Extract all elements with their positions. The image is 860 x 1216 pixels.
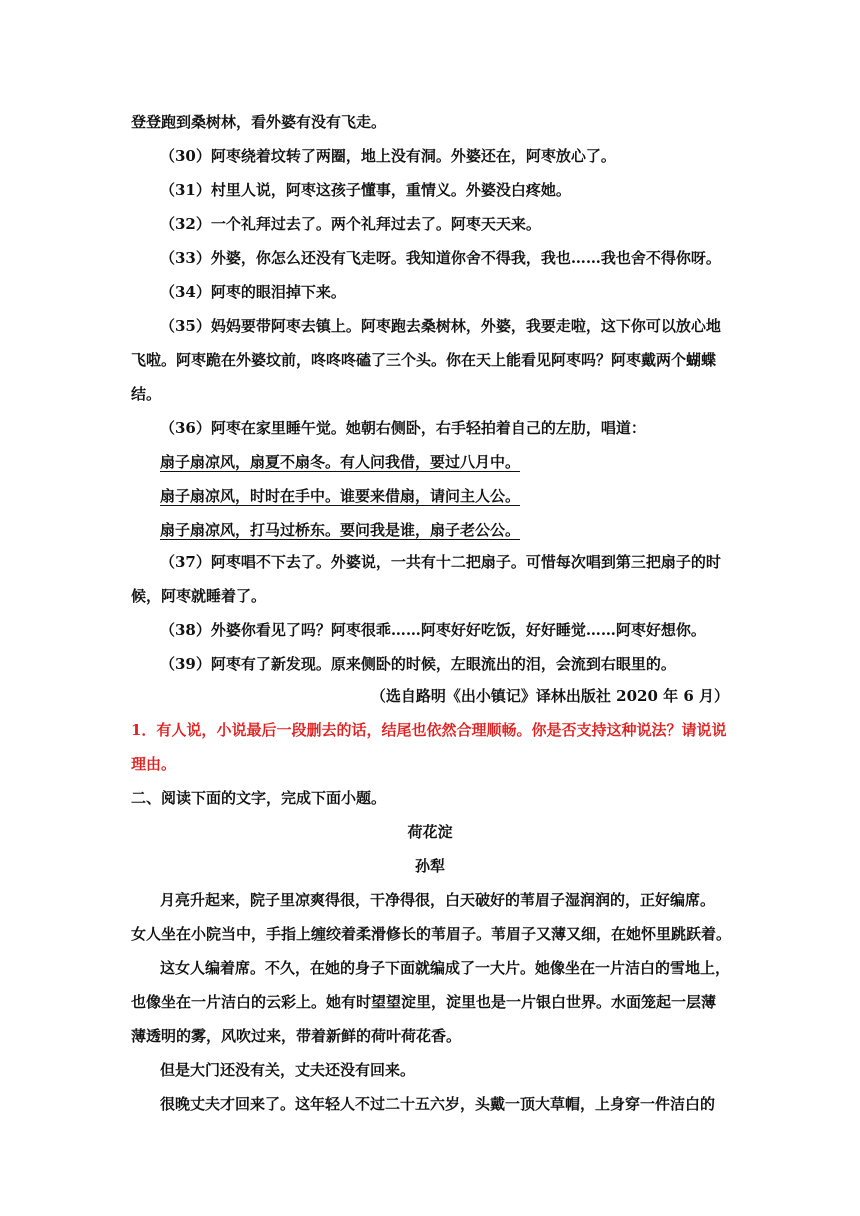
passage-line: 这女人编着席。不久，在她的身子下面就编成了一大片。她像坐在一片洁白的雪地上， xyxy=(160,959,731,977)
question-line: 1．有人说，小说最后一段删去的话，结尾也依然合理顺畅。你是否支持这种说法？请说说 xyxy=(131,721,727,739)
passage-author: 孙犁 xyxy=(414,857,445,875)
question-line: 理由。 xyxy=(131,755,177,773)
song-line-2: 扇子扇凉风，时时在手中。谁要来借扇，请问主人公。 xyxy=(160,487,521,505)
song-line-3: 扇子扇凉风，打马过桥东。要问我是谁，扇子老公公。 xyxy=(160,521,521,539)
passage-line: 很晚丈夫才回来了。这年轻人不过二十五六岁，头戴一顶大草帽，上身穿一件洁白的 xyxy=(160,1095,716,1113)
source-citation: （选自路明《出小镇记》译林出版社 2020 年 6 月） xyxy=(370,687,729,705)
paragraph-33: （33）外婆，你怎么还没有飞走呀。我知道你舍不得我，我也……我也舍不得你呀。 xyxy=(160,249,721,267)
paragraph-30: （30）阿枣绕着坟转了两圈，地上没有洞。外婆还在，阿枣放心了。 xyxy=(160,147,616,165)
passage-title: 荷花淀 xyxy=(407,823,453,841)
story-line: 结。 xyxy=(131,385,162,403)
passage-line: 女人坐在小院当中，手指上缠绞着柔滑修长的苇眉子。苇眉子又薄又细，在她怀里跳跃着。 xyxy=(131,925,732,943)
paragraph-38: （38）外婆你看见了吗？阿枣很乖……阿枣好好吃饭，好好睡觉……阿枣好想你。 xyxy=(160,621,706,639)
paragraph-36: （36）阿枣在家里睡午觉。她朝右侧卧，右手轻拍着自己的左肋，唱道： xyxy=(160,419,646,437)
story-line: 飞啦。阿枣跪在外婆坟前，咚咚咚磕了三个头。你在天上能看见阿枣吗？阿枣戴两个蝴蝶 xyxy=(131,351,717,369)
song-line-1: 扇子扇凉风，扇夏不扇冬。有人问我借，要过八月中。 xyxy=(160,453,521,471)
paragraph-31: （31）村里人说，阿枣这孩子懂事，重情义。外婆没白疼她。 xyxy=(160,181,571,199)
passage-line: 但是大门还没有关，丈夫还没有回来。 xyxy=(160,1061,416,1079)
paragraph-39: （39）阿枣有了新发现。原来侧卧的时候，左眼流出的泪，会流到右眼里的。 xyxy=(160,655,676,673)
passage-line: 月亮升起来，院子里凉爽得很，干净得很，白天破好的苇眉子湿润润的，正好编席。 xyxy=(160,891,716,909)
section-heading: 二、阅读下面的文字，完成下面小题。 xyxy=(131,789,387,807)
passage-line: 薄透明的雾，风吹过来，带着新鲜的荷叶荷花香。 xyxy=(131,1027,462,1045)
paragraph-32: （32）一个礼拜过去了。两个礼拜过去了。阿枣天天来。 xyxy=(160,215,541,233)
passage-line: 也像坐在一片洁白的云彩上。她有时望望淀里，淀里也是一片银白世界。水面笼起一层薄 xyxy=(131,993,717,1011)
story-line: 登登跑到桑树林，看外婆有没有飞走。 xyxy=(131,113,387,131)
story-line: 候，阿枣就睡着了。 xyxy=(131,587,267,605)
paragraph-34: （34）阿枣的眼泪掉下来。 xyxy=(160,283,346,301)
paragraph-35: （35）妈妈要带阿枣去镇上。阿枣跑去桑树林，外婆，我要走啦，这下你可以放心地 xyxy=(160,317,721,335)
paragraph-37: （37）阿枣唱不下去了。外婆说，一共有十二把扇子。可惜每次唱到第三把扇子的时 xyxy=(160,553,721,571)
